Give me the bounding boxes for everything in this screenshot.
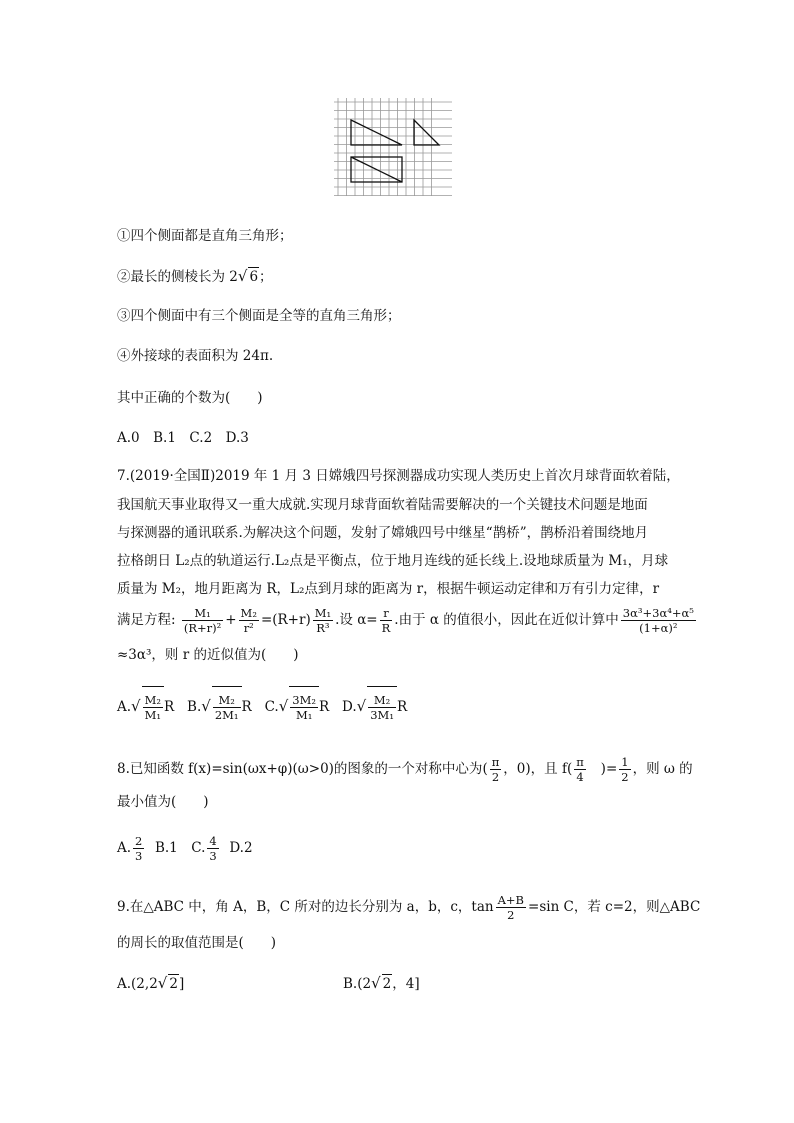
q9-line-2: 的周长的取值范围是( )	[117, 935, 277, 951]
eq-lead: 满足方程:	[117, 612, 176, 628]
fraction-3: $\frac{\text{M₁}}{\text{R³}}$	[314, 606, 332, 635]
statement-2-text: ②最长的侧棱长为 2	[117, 269, 238, 285]
q6-question: 其中正确的个数为( )	[117, 390, 263, 406]
statement-1: ①四个侧面都是直角三角形；	[117, 228, 293, 244]
statement-4: ④外接球的表面积为 24π.	[117, 348, 274, 364]
grid-lines	[334, 98, 452, 196]
fraction-4: $\frac{r}{R}$	[381, 606, 391, 635]
q9-option-a: A.(2,2√ 2]	[117, 974, 185, 992]
approx-text: .由于 α 的值很小，因此在近似计算中	[394, 612, 619, 628]
statement-2-end: ；	[259, 269, 273, 285]
q7-line-7: ≈3α³，则 r 的近似值为( )	[117, 647, 299, 663]
alpha-def: .设 α=	[335, 612, 378, 628]
q9-line-1: 9.在△ABC 中，角 A，B，C 所对的边长分别为 a，b，c，tan $\frac{A+B}{2}$ =sin C，若 c=2，则△ABC	[117, 893, 701, 922]
q8-options: A. $\frac{2}{3}$ B.1 C. $\frac{4}{3}$ D.2	[117, 834, 253, 863]
statement-3: ③四个侧面中有三个侧面是全等的直角三角形；	[117, 308, 401, 324]
fraction-2: $\frac{\text{M₂}}{\text{r²}}$	[240, 606, 257, 635]
front-view-triangle	[351, 120, 402, 145]
q6-options: A.0 B.1 C.2 D.3	[117, 430, 249, 446]
eq-mid: =(R+r)	[260, 612, 311, 628]
q9-option-b: B.(2√ 2，4]	[343, 974, 420, 992]
side-view-triangle	[414, 120, 439, 145]
q7-line-1: 7.(2019·全国Ⅱ)2019 年 1 月 3 日嫦娥四号探测器成功实现人类历史上首次月球背面软着陆，	[117, 468, 680, 484]
q7-equation-line	[117, 604, 698, 636]
q7-line-4: 拉格朗日 L₂点的轨道运行.L₂点是平衡点，位于地月连线的延长线上.设地球质量为 M₁，月球	[117, 553, 669, 569]
three-view-grid-figure	[334, 98, 452, 196]
q7-options: A.√ $\frac{\text{M₂}}{\text{M₁}}$ R B.√ $\frac{\text{M₂}}{\text{2M₁}}$ R C.√ $\frac{\text{3M₂}}{\text{M₁}}$ R D.√ $\frac{\text{M₂}}{\text{3M₁}}$ R	[117, 686, 407, 727]
q8-line-2: 最小值为( )	[117, 794, 209, 810]
fraction-5: $\frac{\text{3α³+3α⁴+α⁵}}{\text{(1+α)²}}$	[622, 606, 694, 635]
q7-line-3: 与探测器的通讯联系.为解决这个问题，发射了嫦娥四号中继星“鹊桥”，鹊桥沿着围绕地月	[117, 525, 649, 541]
q8-line-1: 8.已知函数 f(x)=sin(ωx+φ)(ω>0)的图象的一个对称中心为( $\frac{\pi}{2}$ ，0)，且 f( $\frac{\pi}{4}$ )= $\frac{1}{2}$ ，则 ω 的	[117, 755, 693, 784]
q7-line-5: 质量为 M₂，地月距离为 R，L₂点到月球的距离为 r，根据牛顿运动定律和万有引力定律，r	[117, 581, 660, 597]
sqrt-sign: √	[237, 267, 248, 285]
fraction-1: $\frac{\text{M₁}}{\text{(R+r)²}}$	[183, 606, 222, 635]
plus: +	[225, 612, 237, 628]
q7-line-2: 我国航天事业取得又一重大成就.实现月球背面软着陆需要解决的一个关键技术问题是地面	[117, 497, 648, 513]
radicand: 6	[249, 269, 259, 285]
statement-2	[117, 267, 273, 286]
